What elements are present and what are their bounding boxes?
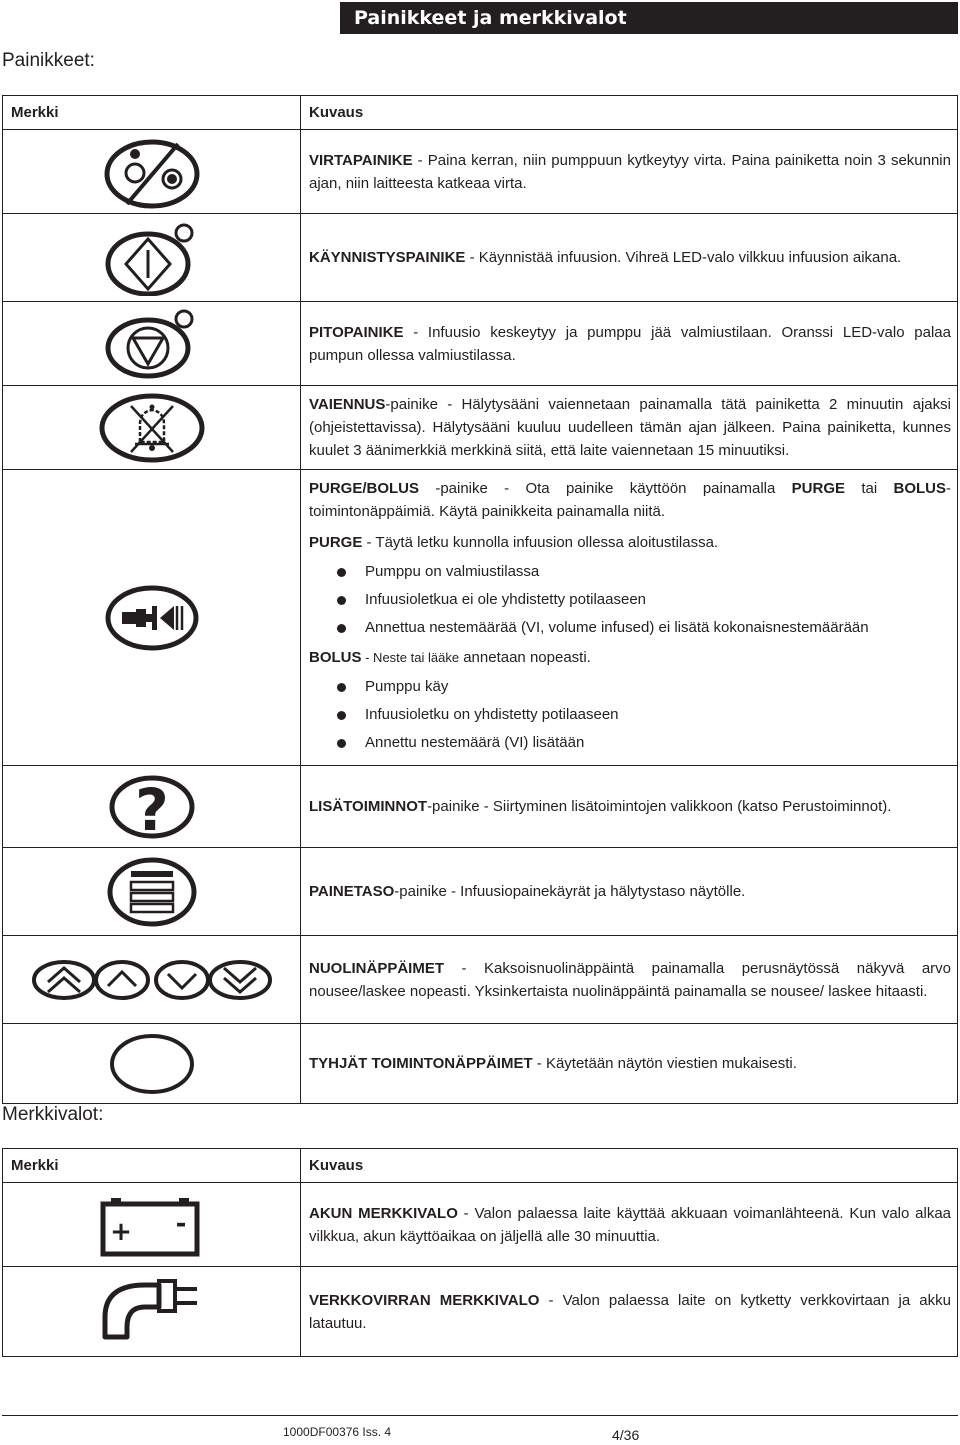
purge-bolus-icon xyxy=(102,584,202,652)
fast-down-key[interactable] xyxy=(210,962,270,998)
row-term: PURGE/BOLUS xyxy=(309,480,420,497)
row-term: NUOLINÄPPÄIMET xyxy=(309,959,444,977)
purge-bolus-intro xyxy=(309,477,951,523)
symbol-cell xyxy=(3,470,301,766)
row-text: - Neste tai lääke xyxy=(361,650,460,665)
symbol-cell xyxy=(3,936,301,1024)
purge-paragraph xyxy=(309,531,951,554)
row-text: - Käytetään näytön viestien mukaisesti. xyxy=(532,1055,797,1072)
symbol-cell xyxy=(3,1183,301,1267)
row-text: - Valon palaessa laite käyttää akkuaan voimanlähteenä. Kun valo alkaa vilkkua, akun käyttöaikaa on jäljellä alle 30 minuuttia. xyxy=(309,1204,952,1245)
list-item: Infuusioletku on yhdistetty potilaaseen xyxy=(335,701,951,729)
row-text: - Kaksoisnuolinäppäintä painamalla perusnäytössä näkyvä arvo nousee/laskee nopeasti. Yksinkertaista nuolinäppäintä painamalla se nousee/ laskee hitaasti. xyxy=(309,959,951,1000)
arrow-keys-icon xyxy=(32,952,272,1008)
row-text: tai xyxy=(845,480,894,497)
description-cell xyxy=(301,470,958,766)
row-term: VERKKOVIRRAN MERKKIVALO xyxy=(309,1291,540,1309)
row-text: -painike - Infuusiopainekäyrät ja hälytystaso näytölle. xyxy=(394,883,746,900)
description-cell xyxy=(301,386,958,470)
bolus-paragraph xyxy=(309,646,951,669)
indicators-table xyxy=(2,1148,958,1357)
purge-list xyxy=(335,558,951,642)
battery-indicator-icon xyxy=(97,1192,207,1258)
page-header xyxy=(340,2,958,34)
symbol-cell xyxy=(3,130,301,214)
row-term: PITOPAINIKE xyxy=(309,323,404,341)
fast-up-key[interactable] xyxy=(34,962,94,998)
row-text: - Käynnistää infuusion. Vihreä LED-valo vilkkuu infuusion aikana. xyxy=(465,249,902,266)
list-item: Pumppu käy xyxy=(335,673,951,701)
battery-plus: + xyxy=(109,1216,132,1247)
row-text: -toimintonäppäimiä. Käytä painikkeita painamalla niitä. xyxy=(309,480,951,520)
symbol-cell xyxy=(3,848,301,936)
row-term: KÄYNNISTYSPAINIKE xyxy=(309,249,466,266)
row-term: BOLUS xyxy=(893,480,946,497)
row-text: - Täytä letku kunnolla infuusion ollessa aloitustilassa. xyxy=(362,534,719,551)
description-cell xyxy=(301,1024,958,1104)
symbol-cell xyxy=(3,214,301,302)
description-cell xyxy=(301,302,958,386)
row-term: LISÄTOIMINNOT xyxy=(309,798,428,815)
col-symbol-header: Merkki xyxy=(3,1149,301,1183)
bolus-list xyxy=(335,673,951,757)
table-header-row xyxy=(3,1149,958,1183)
col-symbol-header: Merkki xyxy=(3,96,301,130)
row-term: AKUN MERKKIVALO xyxy=(309,1204,458,1222)
start-button-icon xyxy=(102,220,202,296)
table-row xyxy=(3,386,958,470)
table-row xyxy=(3,848,958,936)
silence-alarm-icon xyxy=(97,392,207,464)
description-cell xyxy=(301,848,958,936)
symbol-cell xyxy=(3,1024,301,1104)
footer-page-number: 4/36 xyxy=(612,1427,640,1443)
description-cell xyxy=(301,214,958,302)
footer-divider xyxy=(2,1415,958,1416)
question-mark-icon xyxy=(107,774,197,840)
list-item: Annettua nestemäärää (VI, volume infused) ei lisätä kokonaisnestemäärään xyxy=(335,614,951,642)
table-row xyxy=(3,214,958,302)
table-header-row xyxy=(3,96,958,130)
blank-softkey-icon xyxy=(107,1031,197,1097)
table-row xyxy=(3,936,958,1024)
row-text: -painike - Ota painike käyttöön painamalla xyxy=(419,480,792,497)
table-row xyxy=(3,1024,958,1104)
symbol-cell xyxy=(3,386,301,470)
up-key[interactable] xyxy=(96,962,148,998)
table-row xyxy=(3,1267,958,1357)
footer-doc-id: 1000DF00376 Iss. 4 xyxy=(283,1425,392,1439)
buttons-section-title: Painikkeet: xyxy=(2,50,95,71)
col-desc-header: Kuvaus xyxy=(301,96,958,130)
table-row xyxy=(3,766,958,848)
page-header-title: Painikkeet ja merkkivalot xyxy=(354,7,627,29)
row-term: VAIENNUS xyxy=(309,396,386,413)
description-cell xyxy=(301,130,958,214)
mains-power-indicator-icon xyxy=(97,1277,207,1347)
table-row xyxy=(3,470,958,766)
description-cell xyxy=(301,1183,958,1267)
row-text: annetaan nopeasti. xyxy=(459,649,591,666)
row-term: PAINETASO xyxy=(309,883,395,900)
row-text: -painike - Siirtyminen lisätoimintojen valikkoon (katso Perustoiminnot). xyxy=(427,798,892,815)
row-term: BOLUS xyxy=(309,649,362,666)
indicators-section-title: Merkkivalot: xyxy=(2,1104,104,1125)
row-term: VIRTAPAINIKE xyxy=(309,151,413,169)
row-text: - Paina kerran, niin pumppuun kytkeytyy virta. Paina painiketta noin 3 sekunnin ajan, niin laitteesta katkeaa virta. xyxy=(309,151,951,192)
list-item: Pumppu on valmiustilassa xyxy=(335,558,951,586)
row-text: -painike - Hälytysääni vaiennetaan painamalla tätä painiketta 2 minuutin ajaksi (ohjeistettavissa). Hälytysääni kuuluu uudelleen tämän ajan jälkeen. Paina painiketta, kunnes kuulet 3 äänimerkkiä merkkinä siitä, että laite vaiennetaan 15 minuutiksi. xyxy=(309,396,951,459)
symbol-cell xyxy=(3,302,301,386)
col-desc-header: Kuvaus xyxy=(301,1149,958,1183)
buttons-table xyxy=(2,95,958,1104)
table-row xyxy=(3,1183,958,1267)
battery-minus: - xyxy=(175,1208,186,1239)
row-text: - Infuusio keskeytyy ja pumppu jää valmiustilaan. Oranssi LED-valo palaa pumpun ollessa valmiustilassa. xyxy=(309,323,951,364)
stop-button-icon xyxy=(102,308,202,380)
row-term: PURGE xyxy=(791,480,846,497)
list-item: Infuusioletkua ei ole yhdistetty potilaaseen xyxy=(335,586,951,614)
pressure-level-icon xyxy=(104,855,200,929)
row-text: - Valon palaessa laite on kytketty verkkovirtaan ja akku latautuu. xyxy=(309,1291,951,1332)
table-row xyxy=(3,302,958,386)
description-cell xyxy=(301,1267,958,1357)
down-key[interactable] xyxy=(156,962,208,998)
svg-text:?: ? xyxy=(134,775,169,840)
description-cell xyxy=(301,766,958,848)
description-cell xyxy=(301,936,958,1024)
power-button-icon xyxy=(102,134,202,210)
list-item: Annettu nestemäärä (VI) lisätään xyxy=(335,729,951,757)
row-term: PURGE xyxy=(309,534,363,551)
row-term: TYHJÄT TOIMINTONÄPPÄIMET xyxy=(309,1055,533,1072)
symbol-cell xyxy=(3,1267,301,1357)
table-row xyxy=(3,130,958,214)
symbol-cell xyxy=(3,766,301,848)
